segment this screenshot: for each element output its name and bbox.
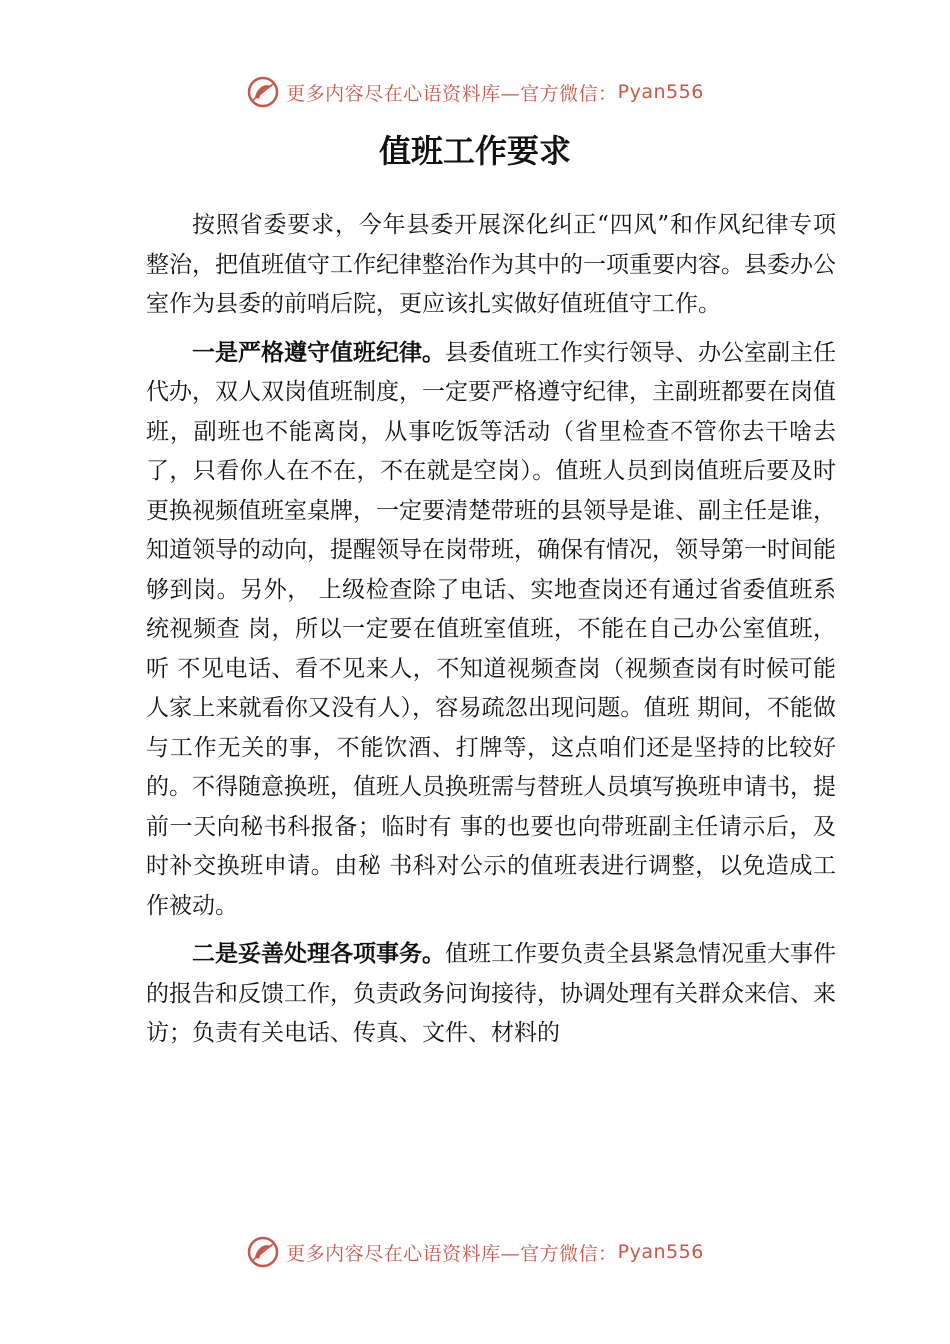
footer-watermark-text: 更多内容尽在心语资料库—官方微信： [286,1242,618,1265]
paragraph-duty-discipline [146,334,836,927]
document-title: 值班工作要求 [378,132,571,170]
paragraph-intro [146,206,836,325]
header-wechat-id: Pyan556 [617,81,704,103]
paragraph-text: 按照省委要求，今年县委开展深化纠正“四风”和作风纪律专项整治，把值班值守工作纪律整治作为其中的一项重要内容。县委办公室作为县委的前哨后院，更应该扎实做好值班值守工作。 [146,212,836,317]
xinyu-logo-icon [246,75,280,109]
paragraph-lead-heading: 一是严格遵守值班纪律。 [192,339,445,366]
header-watermark-banner [0,72,950,112]
footer-wechat-id: Pyan556 [617,1241,704,1263]
header-watermark-text: 更多内容尽在心语资料库—官方微信： [286,82,618,105]
paragraph-text: 县委值班工作实行领导、办公室副主任代办，双人双岗值班制度，一定要严格遵守纪律，主副班都要在岗值班，副班也不能离岗，从事吃饭等活动（省里检查不管你去干啥去了，只看你人在不在，不在就是空岗）。值班人员到岗值班后要及时更换视频值班室桌牌，一定要清楚带班的县领导是谁、副主任是谁，知道领导的动向，提醒领导在岗带班，确保有情况，领导第一时间能够到岗。另外， 上级检查除了电话、实地查岗还有通过省委值班系统视频查 岗，所以一定要在值班室值班，不能在自己办公室值班，听 不见电话、看不见来人，不知道视频查岗（视频查岗有时候可能人家上来就看你又没有人），容易疏忽出现问题。值班 期间，不能做与工作无关的事，不能饮酒、打牌等，这点咱们还是坚持的比较好的。不得随意换班，值班人员换班需与替班人员填写换班申请书，提前一天向秘书科报备；临时有 事的也要也向带班副主任请示后，及时补交换班申请。由秘 书科对公示的值班表进行调整，以免造成工作被动。 [146,339,836,919]
document-body [146,206,836,1063]
paragraph-text: 值班工作要负责全县紧急情况重大事件的报告和反馈工作，负责政务问询接待，协调处理有关群众来信、来访；负责有关电话、传真、文件、材料的 [146,941,836,1046]
footer-watermark-banner [0,1232,950,1272]
xinyu-logo-icon [246,1235,280,1269]
paragraph-lead-heading: 二是妥善处理各项事务。 [192,941,445,967]
paragraph-handle-affairs [146,935,836,1054]
